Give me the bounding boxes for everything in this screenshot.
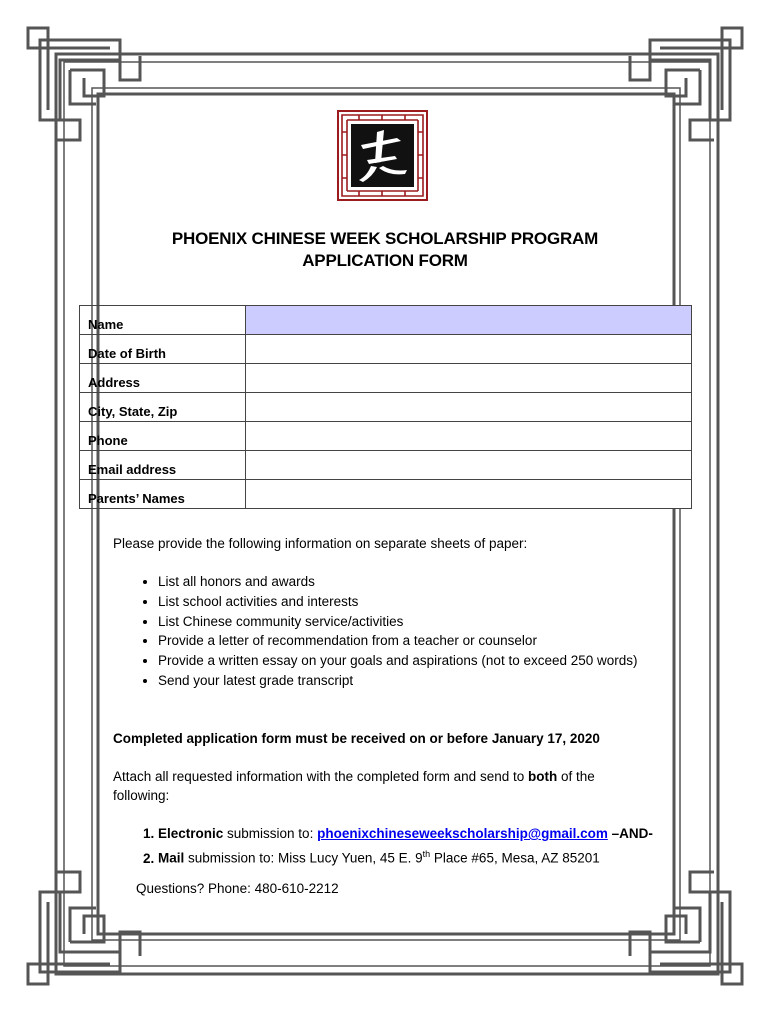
attach-text-before: Attach all requested information with the completed form and send to	[113, 769, 528, 784]
deadline-notice: Completed application form must be received on or before January 17, 2020	[113, 731, 600, 746]
email-address-label: Email address	[80, 451, 246, 480]
list-item: • Send your latest grade transcript	[158, 671, 638, 691]
requirements-list	[132, 572, 638, 691]
page-subtitle: APPLICATION FORM	[302, 251, 468, 270]
electronic-label: Electronic	[158, 826, 224, 841]
form-row-name	[80, 306, 692, 335]
address-label: Address	[80, 364, 246, 393]
date-of-birth-field[interactable]	[246, 335, 692, 364]
attach-instructions	[113, 767, 643, 805]
form-row-phone	[80, 422, 692, 451]
attach-text-after: of the following:	[113, 769, 595, 803]
form-row-dob	[80, 335, 692, 364]
mail-text-after: Place #65, Mesa, AZ 85201	[430, 850, 600, 866]
phone-label: Phone	[80, 422, 246, 451]
mail-label: Mail	[158, 850, 185, 866]
submission-list	[136, 823, 653, 869]
address-field[interactable]	[246, 364, 692, 393]
form-row-parents	[80, 480, 692, 509]
list-item: • List all honors and awards	[158, 572, 638, 592]
date-of-birth-label: Date of Birth	[80, 335, 246, 364]
program-logo	[337, 110, 428, 201]
form-row-city	[80, 393, 692, 422]
city-state-zip-label: City, State, Zip	[80, 393, 246, 422]
list-item: • List school activities and interests	[158, 592, 638, 612]
questions-contact: Questions? Phone: 480-610-2212	[136, 881, 339, 896]
city-state-zip-field[interactable]	[246, 393, 692, 422]
attach-bold: both	[527, 769, 558, 784]
list-item: • List Chinese community service/activities	[158, 612, 638, 632]
instructions-intro: Please provide the following information on separate sheets of paper:	[113, 536, 528, 551]
electronic-text: submission to:	[223, 826, 318, 841]
submission-mail	[158, 844, 653, 869]
phone-field[interactable]	[246, 422, 692, 451]
parents-names-field[interactable]	[246, 480, 692, 509]
submission-electronic	[158, 823, 653, 844]
application-form-table	[79, 305, 692, 509]
list-item: • Provide a written essay on your goals and aspirations (not to exceed 250 words)	[158, 651, 638, 671]
name-field[interactable]	[246, 306, 692, 335]
name-label: Name	[80, 306, 246, 335]
page-title: PHOENIX CHINESE WEEK SCHOLARSHIP PROGRAM	[171, 229, 599, 248]
form-row-email	[80, 451, 692, 480]
parents-names-label: Parents’ Names	[80, 480, 246, 509]
email-address-field[interactable]	[246, 451, 692, 480]
form-row-address	[80, 364, 692, 393]
mail-text: submission to: Miss Lucy Yuen, 45 E. 9	[184, 850, 423, 866]
list-item: • Provide a letter of recommendation from a teacher or counselor	[158, 631, 638, 651]
and-text: –AND-	[607, 826, 653, 841]
email-link[interactable]: phoenixchineseweekscholarship@gmail.com	[317, 826, 608, 841]
mail-sup: th	[422, 849, 431, 859]
